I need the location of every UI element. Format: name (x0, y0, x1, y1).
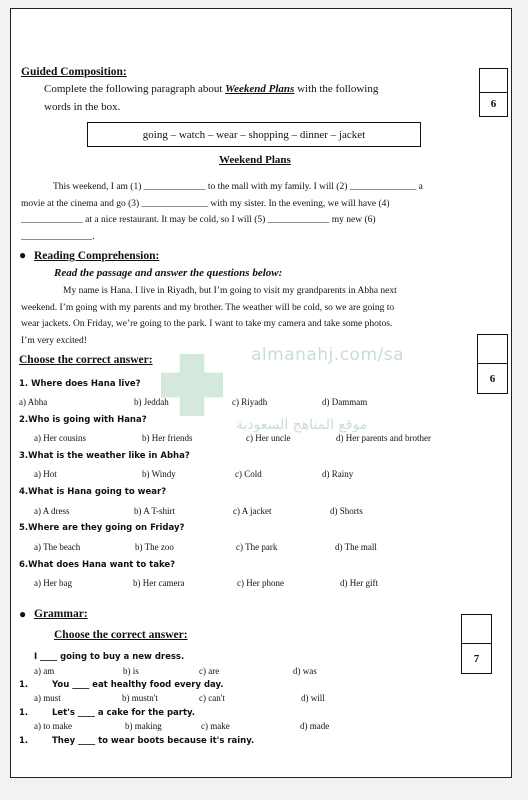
guided-score: 6 (490, 98, 497, 111)
instruction-topic: Weekend Plans (225, 83, 295, 95)
q3-option-b[interactable]: b) Windy (142, 469, 176, 479)
q5-option-b[interactable]: b) The zoo (135, 542, 174, 552)
q3-option-c[interactable]: c) Cold (235, 469, 262, 479)
word-box (87, 122, 421, 147)
question-1: 1. Where does Hana live? (19, 379, 141, 389)
grammar-question-1: I ____ going to buy a new dress. (34, 652, 185, 662)
g1-option-d[interactable]: d) was (293, 666, 317, 676)
q2-option-a[interactable]: a) Her cousins (34, 433, 86, 443)
q6-option-d[interactable]: d) Her gift (340, 578, 378, 588)
g3-option-b[interactable]: b) making (125, 721, 162, 731)
word-box-words: going – watch – wear – shopping – dinner – jacket (142, 128, 366, 141)
question-5: 5.Where are they going on Friday? (19, 523, 185, 533)
q3-option-d[interactable]: d) Rainy (322, 469, 354, 479)
worksheet-page (10, 8, 512, 778)
q2-option-b[interactable]: b) Her friends (142, 433, 193, 443)
grammar-score: 7 (473, 652, 480, 665)
passage-line-2: weekend. I’m going with my parents and my brother. The weather will be cold, so we are going to (21, 302, 395, 313)
watermark-arabic: موقع المناهج السعودية (236, 417, 368, 433)
grammar-choose-heading: Choose the correct answer: (54, 629, 188, 641)
passage-line-1: My name is Hana. I live in Riyadh, but I’m going to visit my grandparents in Abha next (63, 286, 397, 296)
grammar-number-2: 1. (19, 680, 29, 690)
q5-option-c[interactable]: c) The park (236, 542, 278, 552)
paragraph-line-2: movie at the cinema and go (3) ______________ with my sister. In the evening, we will have (4) (21, 198, 390, 209)
bullet-icon: ● (19, 607, 27, 621)
g2-option-d[interactable]: d) will (301, 693, 325, 703)
q3-option-a[interactable]: a) Hot (34, 469, 57, 479)
reading-title: Reading Comprehension: (34, 250, 160, 262)
g3-option-d[interactable]: d) made (300, 721, 330, 731)
q4-option-b[interactable]: b) A T-shirt (134, 506, 176, 516)
instruction-pre: Complete the following paragraph about (44, 83, 226, 95)
composition-paragraph (21, 179, 506, 245)
instruction-post: with the following (294, 83, 379, 95)
g2-option-a[interactable]: a) must (34, 693, 61, 703)
q4-option-a[interactable]: a) A dress (34, 506, 70, 516)
q1-option-c[interactable]: c) Riyadh (232, 397, 268, 407)
grammar-score-box (461, 614, 492, 674)
q6-option-c[interactable]: c) Her phone (237, 578, 284, 588)
grammar-question-4: They ____ to wear boots because it's rainy. (52, 736, 255, 746)
q5-option-d[interactable]: d) The mall (335, 542, 377, 552)
g3-option-a[interactable]: a) to make (34, 721, 72, 731)
question-3: 3.What is the weather like in Abha? (19, 451, 190, 461)
reading-score: 6 (489, 372, 496, 385)
g1-option-a[interactable]: a) am (34, 666, 55, 676)
question-6: 6.What does Hana want to take? (19, 560, 176, 570)
g1-option-b[interactable]: b) is (123, 666, 139, 676)
reading-choose-heading: Choose the correct answer: (19, 354, 153, 366)
q2-option-d[interactable]: d) Her parents and brother (336, 433, 431, 443)
q4-option-d[interactable]: d) Shorts (330, 506, 363, 516)
g2-option-b[interactable]: b) mustn't (122, 693, 158, 703)
reading-instruction: Read the passage and answer the questions below: (54, 267, 283, 279)
paragraph-line-1: This weekend, I am (1) _____________ to the mall with my family. I will (2) ______________ a (53, 182, 423, 192)
watermark-site: almanahj.com/sa (251, 345, 405, 365)
composition-heading: Weekend Plans (219, 154, 291, 166)
q6-option-b[interactable]: b) Her camera (133, 578, 185, 588)
grammar-number-4: 1. (19, 736, 29, 746)
q5-option-a[interactable]: a) The beach (34, 542, 81, 552)
grammar-question-2: You ____ eat healthy food every day. (52, 680, 224, 690)
grammar-number-3: 1. (19, 708, 29, 718)
q6-option-a[interactable]: a) Her bag (34, 578, 72, 588)
passage-line-3: wear jackets. On Friday, we’re going to the park. I want to take my camera and take some photos. (21, 319, 393, 329)
question-2: 2.Who is going with Hana? (19, 415, 147, 425)
guided-score-box (479, 68, 508, 117)
guided-instruction-line1 (44, 83, 378, 95)
g2-option-c[interactable]: c) can't (199, 693, 225, 703)
question-4: 4.What is Hana going to wear? (19, 487, 167, 497)
g1-option-c[interactable]: c) are (199, 666, 220, 676)
g3-option-c[interactable]: c) make (201, 721, 230, 731)
q1-option-d[interactable]: d) Dammam (322, 397, 368, 407)
reading-score-box (477, 334, 508, 394)
reading-passage (21, 283, 506, 349)
q1-option-a[interactable]: a) Abha (19, 397, 48, 407)
guided-composition-title: Guided Composition: (21, 66, 127, 78)
watermark-logo-icon (161, 354, 223, 416)
passage-line-4: I’m very excited! (21, 335, 87, 346)
q1-option-b[interactable]: b) Jeddah (134, 397, 169, 407)
q2-option-c[interactable]: c) Her uncle (246, 433, 291, 443)
paragraph-line-4: _______________. (21, 231, 95, 242)
bullet-icon: ● (19, 248, 27, 262)
grammar-title: Grammar: (34, 608, 88, 620)
q4-option-c[interactable]: c) A jacket (233, 506, 272, 516)
grammar-question-3: Let's ____ a cake for the party. (52, 708, 196, 718)
guided-instruction-line2: words in the box. (44, 101, 121, 113)
paragraph-line-3: _____________ at a nice restaurant. It may be cold, so I will (5) _____________ my new (6) (21, 215, 376, 225)
